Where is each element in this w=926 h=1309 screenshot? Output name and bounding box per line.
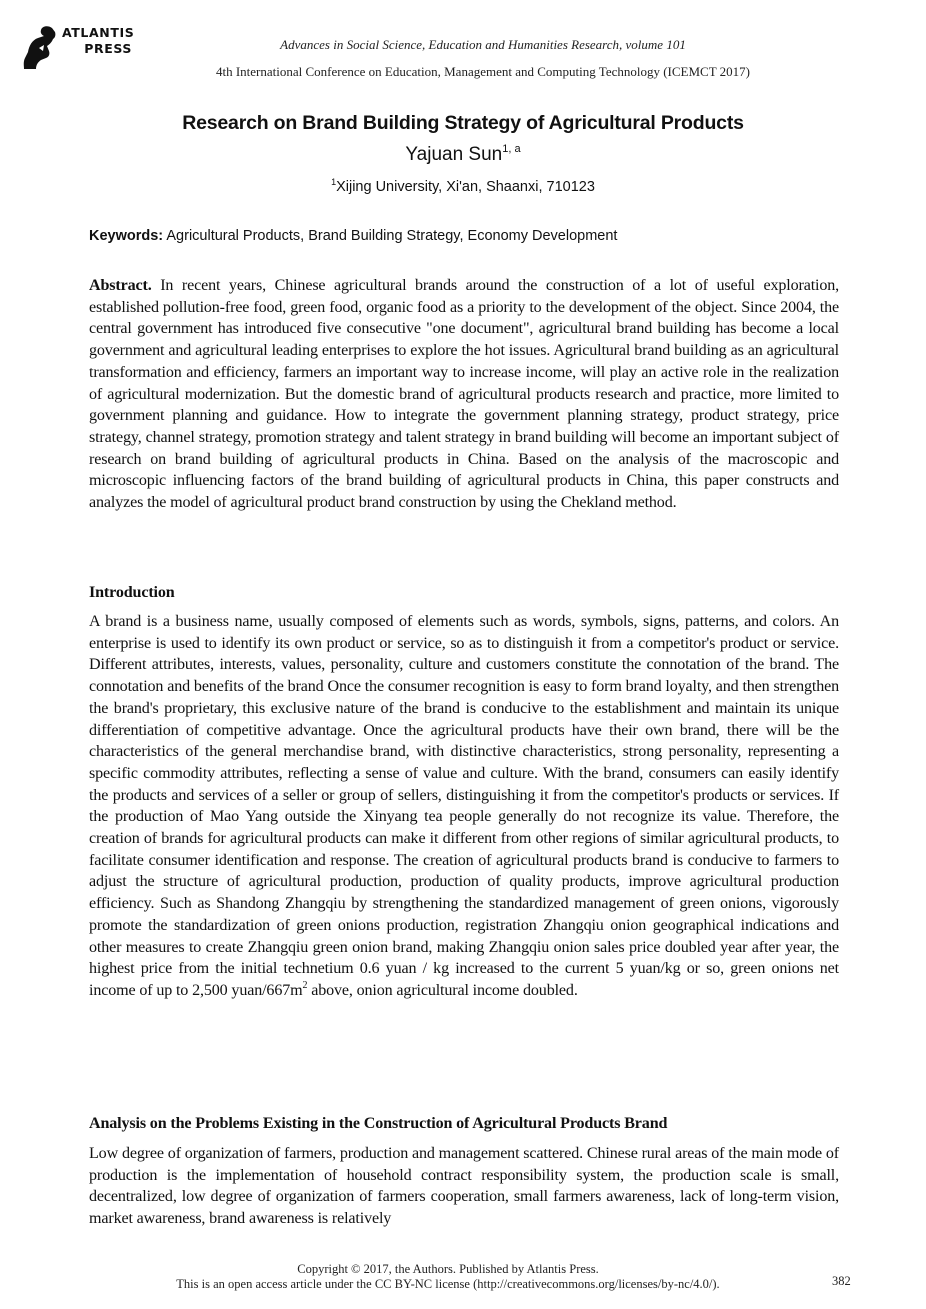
journal-header: Advances in Social Science, Education and Humanities Research, volume 101 (280, 37, 686, 52)
conference-header: 4th International Conference on Education, Management and Computing Technology (ICEMCT 2017) (215, 64, 750, 79)
page-footer (0, 1262, 926, 1292)
superscript-2: 2 (302, 979, 308, 991)
page-number: 382 (832, 1274, 851, 1288)
keywords (89, 228, 617, 244)
author-superscript: 1, a (502, 143, 521, 155)
introduction-body (89, 611, 839, 1002)
section-heading-analysis: Analysis on the Problems Existing in the Construction of Agricultural Products Brand (89, 1115, 668, 1132)
introduction-text-end: above, onion agricultural income doubled. (307, 981, 578, 999)
license-notice: This is an open access article under the CC BY-NC license (http://creativecommons.org/licenses/by-nc/4.0/). (176, 1277, 720, 1291)
copyright-notice: Copyright © 2017, the Authors. Published by Atlantis Press. (297, 1262, 599, 1276)
affiliation-superscript: 1 (331, 177, 337, 187)
logo-line-2: PRESS (84, 41, 132, 56)
abstract-text: In recent years, Chinese agricultural brands around the construction of a lot of useful exploration, established pollution-free food, green food, organic food as a priority to the development of the object. Since 2004, the central government has introduced five consecutive "one document", agricultural brand building has become a local government and agricultural leading enterprises to explore the hot issues. Agricultural brand building as an agricultural transformation and efficiency, farmers an important way to increase income, will play an active role in the realization of agricultural modernization. But the domestic brand of agricultural products research and practice, more limited to government planning and guidance. How to integrate the government planning strategy, product strategy, price strategy, channel strategy, promotion strategy and talent strategy in brand building will become an important subject of research on brand building of agricultural products in China. Based on the analysis of the macroscopic and microscopic influencing factors of the brand building of agricultural products in China, this paper constructs and analyzes the model of agricultural product brand construction by using the Chekland method. (89, 277, 840, 512)
introduction-text: A brand is a business name, usually composed of elements such as words, symbols, signs, patterns, and colors. An enterprise is used to identify its own product or service, so as to distinguish it from a competitor's product or service. Different attributes, interests, values, personality, culture and customers constitute the connotation of the brand. The connotation and benefits of the brand Once the consumer recognition is easy to form brand loyalty, and then strengthen the brand's proprietary, this exclusive nature of the brand is conducive to the establishment and maintain its unique differentiation of competitive advantage. Once the agricultural products have their own brand, there will be the characteristics of the general merchandise brand, with distinctive characteristics, strong personality, representing a specific commodity attributes, reflecting a sense of value and culture. With the brand, consumers can easily identify the products and services of a seller or group of sellers, distinguishing it from the competitor's products or services. If the production of Mao Yang outside the Xinyang tea people generally do not recognize its value. Therefore, the creation of brands for agricultural products can make it different from other regions of similar agricultural products, to facilitate consumer identification and response. The creation of agricultural products brand is conducive to farmers to adjust the structure of agricultural production, production of quality products, improve agricultural production efficiency. Such as Shandong Zhangqiu by strengthening the standardized management of green onions, vigorously promote the standardization of green onions production, registration Zhangqiu onion geographical indications and other measures to create Zhangqiu green onion brand, making Zhangqiu onion sales price doubled year after year, the highest price from the initial technetium 0.6 yuan / kg increased to the current 5 yuan/kg or so, green onions net income of up to 2,500 yuan/667m (89, 613, 839, 999)
logo-line-1: ATLANTIS (62, 25, 135, 40)
author-line (0, 144, 926, 166)
analysis-body: Low degree of organization of farmers, production and management scattered. Chinese rural areas of the main mode of production is the implementation of household contract responsibility system, the production scale is small, decentralized, low degree of organization of farmers cooperation, small farmers awareness, lack of long-term vision, market awareness, brand awareness is relatively (89, 1145, 839, 1228)
section-heading-introduction: Introduction (89, 584, 175, 601)
keywords-label: Keywords: (89, 228, 164, 244)
paper-title: Research on Brand Building Strategy of Agricultural Products (182, 112, 744, 134)
affiliation-text: Xijing University, Xi'an, Shaanxi, 710123 (336, 179, 595, 195)
abstract-label: Abstract. (89, 277, 152, 294)
abstract (89, 275, 839, 514)
author-name: Yajuan Sun (405, 144, 503, 165)
affiliation (0, 179, 926, 195)
keywords-text: Agricultural Products, Brand Building Strategy, Economy Development (166, 228, 618, 244)
